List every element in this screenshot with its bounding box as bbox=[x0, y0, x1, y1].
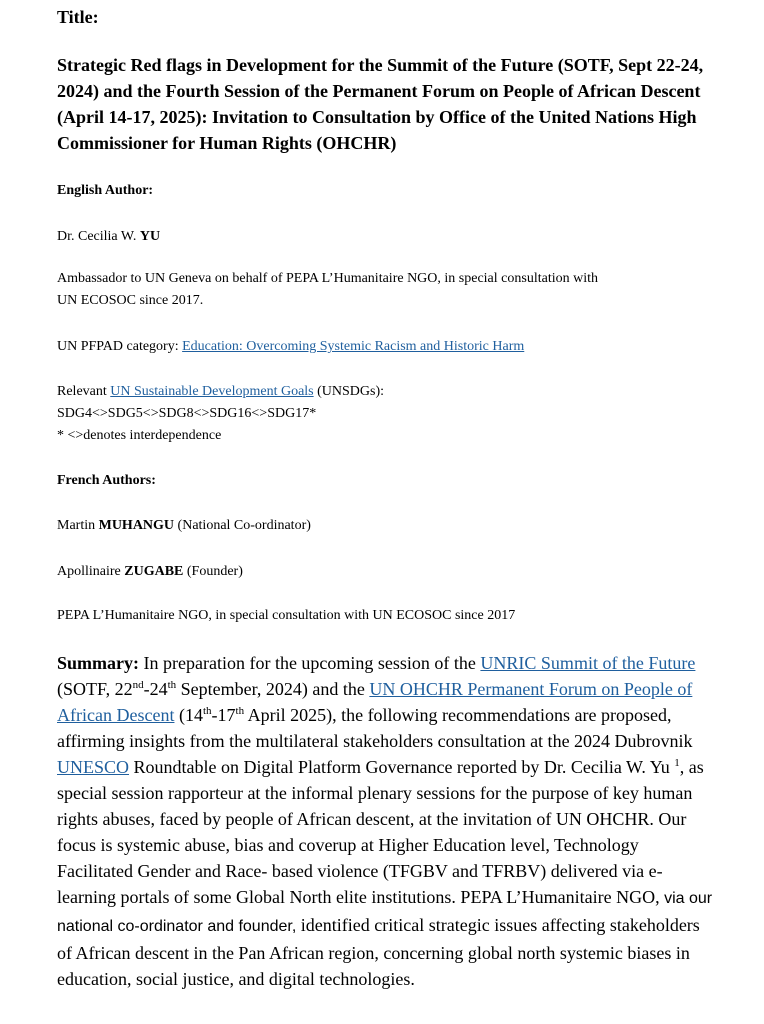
affiliation-line-2: UN ECOSOC since 2017. bbox=[57, 293, 204, 308]
summary-text: September, 2024) and the bbox=[176, 679, 370, 699]
summary-text: April 2025), the following recommendations are proposed, affirming insights from the multilateral stakeholders consultation at the 2024 Dubrovnik bbox=[57, 705, 693, 751]
superscript: th bbox=[235, 705, 245, 717]
summary-text: Roundtable on Digital Platform Governance reported by Dr. Cecilia W. Yu bbox=[129, 757, 675, 777]
english-author bbox=[57, 226, 160, 248]
summary-text: -17 bbox=[211, 705, 236, 725]
summary-text: (14 bbox=[174, 705, 203, 725]
unesco-link[interactable]: UNESCO bbox=[57, 757, 130, 777]
sdg-suffix: (UNSDGs): bbox=[313, 384, 385, 399]
summary-text: -24 bbox=[143, 679, 168, 699]
french-author-1-given: Martin bbox=[57, 518, 99, 533]
pfpad-label: UN PFPAD category: bbox=[57, 339, 183, 354]
english-author-family: YU bbox=[139, 229, 161, 244]
unric-summit-link[interactable]: UNRIC Summit of the Future bbox=[480, 653, 696, 673]
summary-text: , as special session rapporteur at the informal plenary sessions for the purpose of key human rights abuses, faced by people of African descent, at the invitation of UN OHCHR. Our focus is systemic abuse, bias and coverup at Higher Education level, Technology Facilitated Gender and Race- based violence (TFGBV and TFRBV) delivered via e-learning portals of some Global North elite institutions. PEPA L’Humanitaire NGO, bbox=[57, 757, 704, 907]
summary-text: via our national co-ordinator and founder, bbox=[57, 890, 713, 935]
french-author-1-role: (National Co-ordinator) bbox=[174, 518, 311, 533]
sdg-list: SDG4<>SDG5<>SDG8<>SDG16<>SDG17* bbox=[57, 406, 317, 421]
summary-text: (SOTF, 22 bbox=[57, 679, 133, 699]
summary-text: In preparation for the upcoming session of the bbox=[139, 653, 481, 673]
summary-text: identified critical strategic issues affecting stakeholders of African descent in the Pan African region, concerning global north systemic biases in education, social justice, and digital technologies. bbox=[57, 915, 700, 989]
organization-line: PEPA L’Humanitaire NGO, in special consultation with UN ECOSOC since 2017 bbox=[57, 608, 516, 623]
french-author-2-role: (Founder) bbox=[183, 564, 243, 579]
french-author-2 bbox=[57, 561, 243, 583]
summary-label: Summary: bbox=[57, 653, 139, 673]
sdg-heading bbox=[57, 381, 384, 403]
english-author-heading: English Author: bbox=[57, 183, 154, 198]
superscript: th bbox=[202, 705, 212, 717]
english-author-given: Dr. Cecilia W. bbox=[57, 229, 140, 244]
french-author-2-given: Apollinaire bbox=[57, 564, 125, 579]
french-author-2-family: ZUGABE bbox=[124, 564, 184, 579]
sdg-note: * <>denotes interdependence bbox=[57, 428, 222, 443]
footnote-marker[interactable]: 1 bbox=[674, 757, 680, 769]
pfpad-category bbox=[57, 336, 524, 358]
french-author-1 bbox=[57, 515, 311, 537]
pfpad-category-link[interactable]: Education: Overcoming Systemic Racism and Historic Harm bbox=[182, 339, 525, 354]
french-author-1-family: MUHANGU bbox=[98, 518, 175, 533]
author-affiliation bbox=[57, 268, 737, 312]
superscript: th bbox=[167, 679, 177, 691]
sdg-block bbox=[57, 381, 384, 447]
document-title: Strategic Red flags in Development for the Summit of the Future (SOTF, Sept 22-24, 2024) and the Fourth Session of the Permanent Forum on People of African Descent (April 14-17, 2025): Invitation to Consultation by Office of the United Nations High Commissioner for Human Rights (OHCHR) bbox=[57, 55, 704, 153]
sdg-prefix: Relevant bbox=[57, 384, 111, 399]
title-label: Title: bbox=[57, 7, 99, 27]
affiliation-line-1: Ambassador to UN Geneva on behalf of PEPA L’Humanitaire NGO, in special consultation with bbox=[57, 271, 598, 286]
summary-paragraph bbox=[57, 650, 717, 992]
superscript: nd bbox=[132, 679, 144, 691]
ohchr-forum-link[interactable]: UN OHCHR Permanent Forum on People of African Descent bbox=[57, 679, 693, 725]
sdg-link[interactable]: UN Sustainable Development Goals bbox=[110, 384, 314, 399]
french-authors-heading: French Authors: bbox=[57, 473, 156, 488]
